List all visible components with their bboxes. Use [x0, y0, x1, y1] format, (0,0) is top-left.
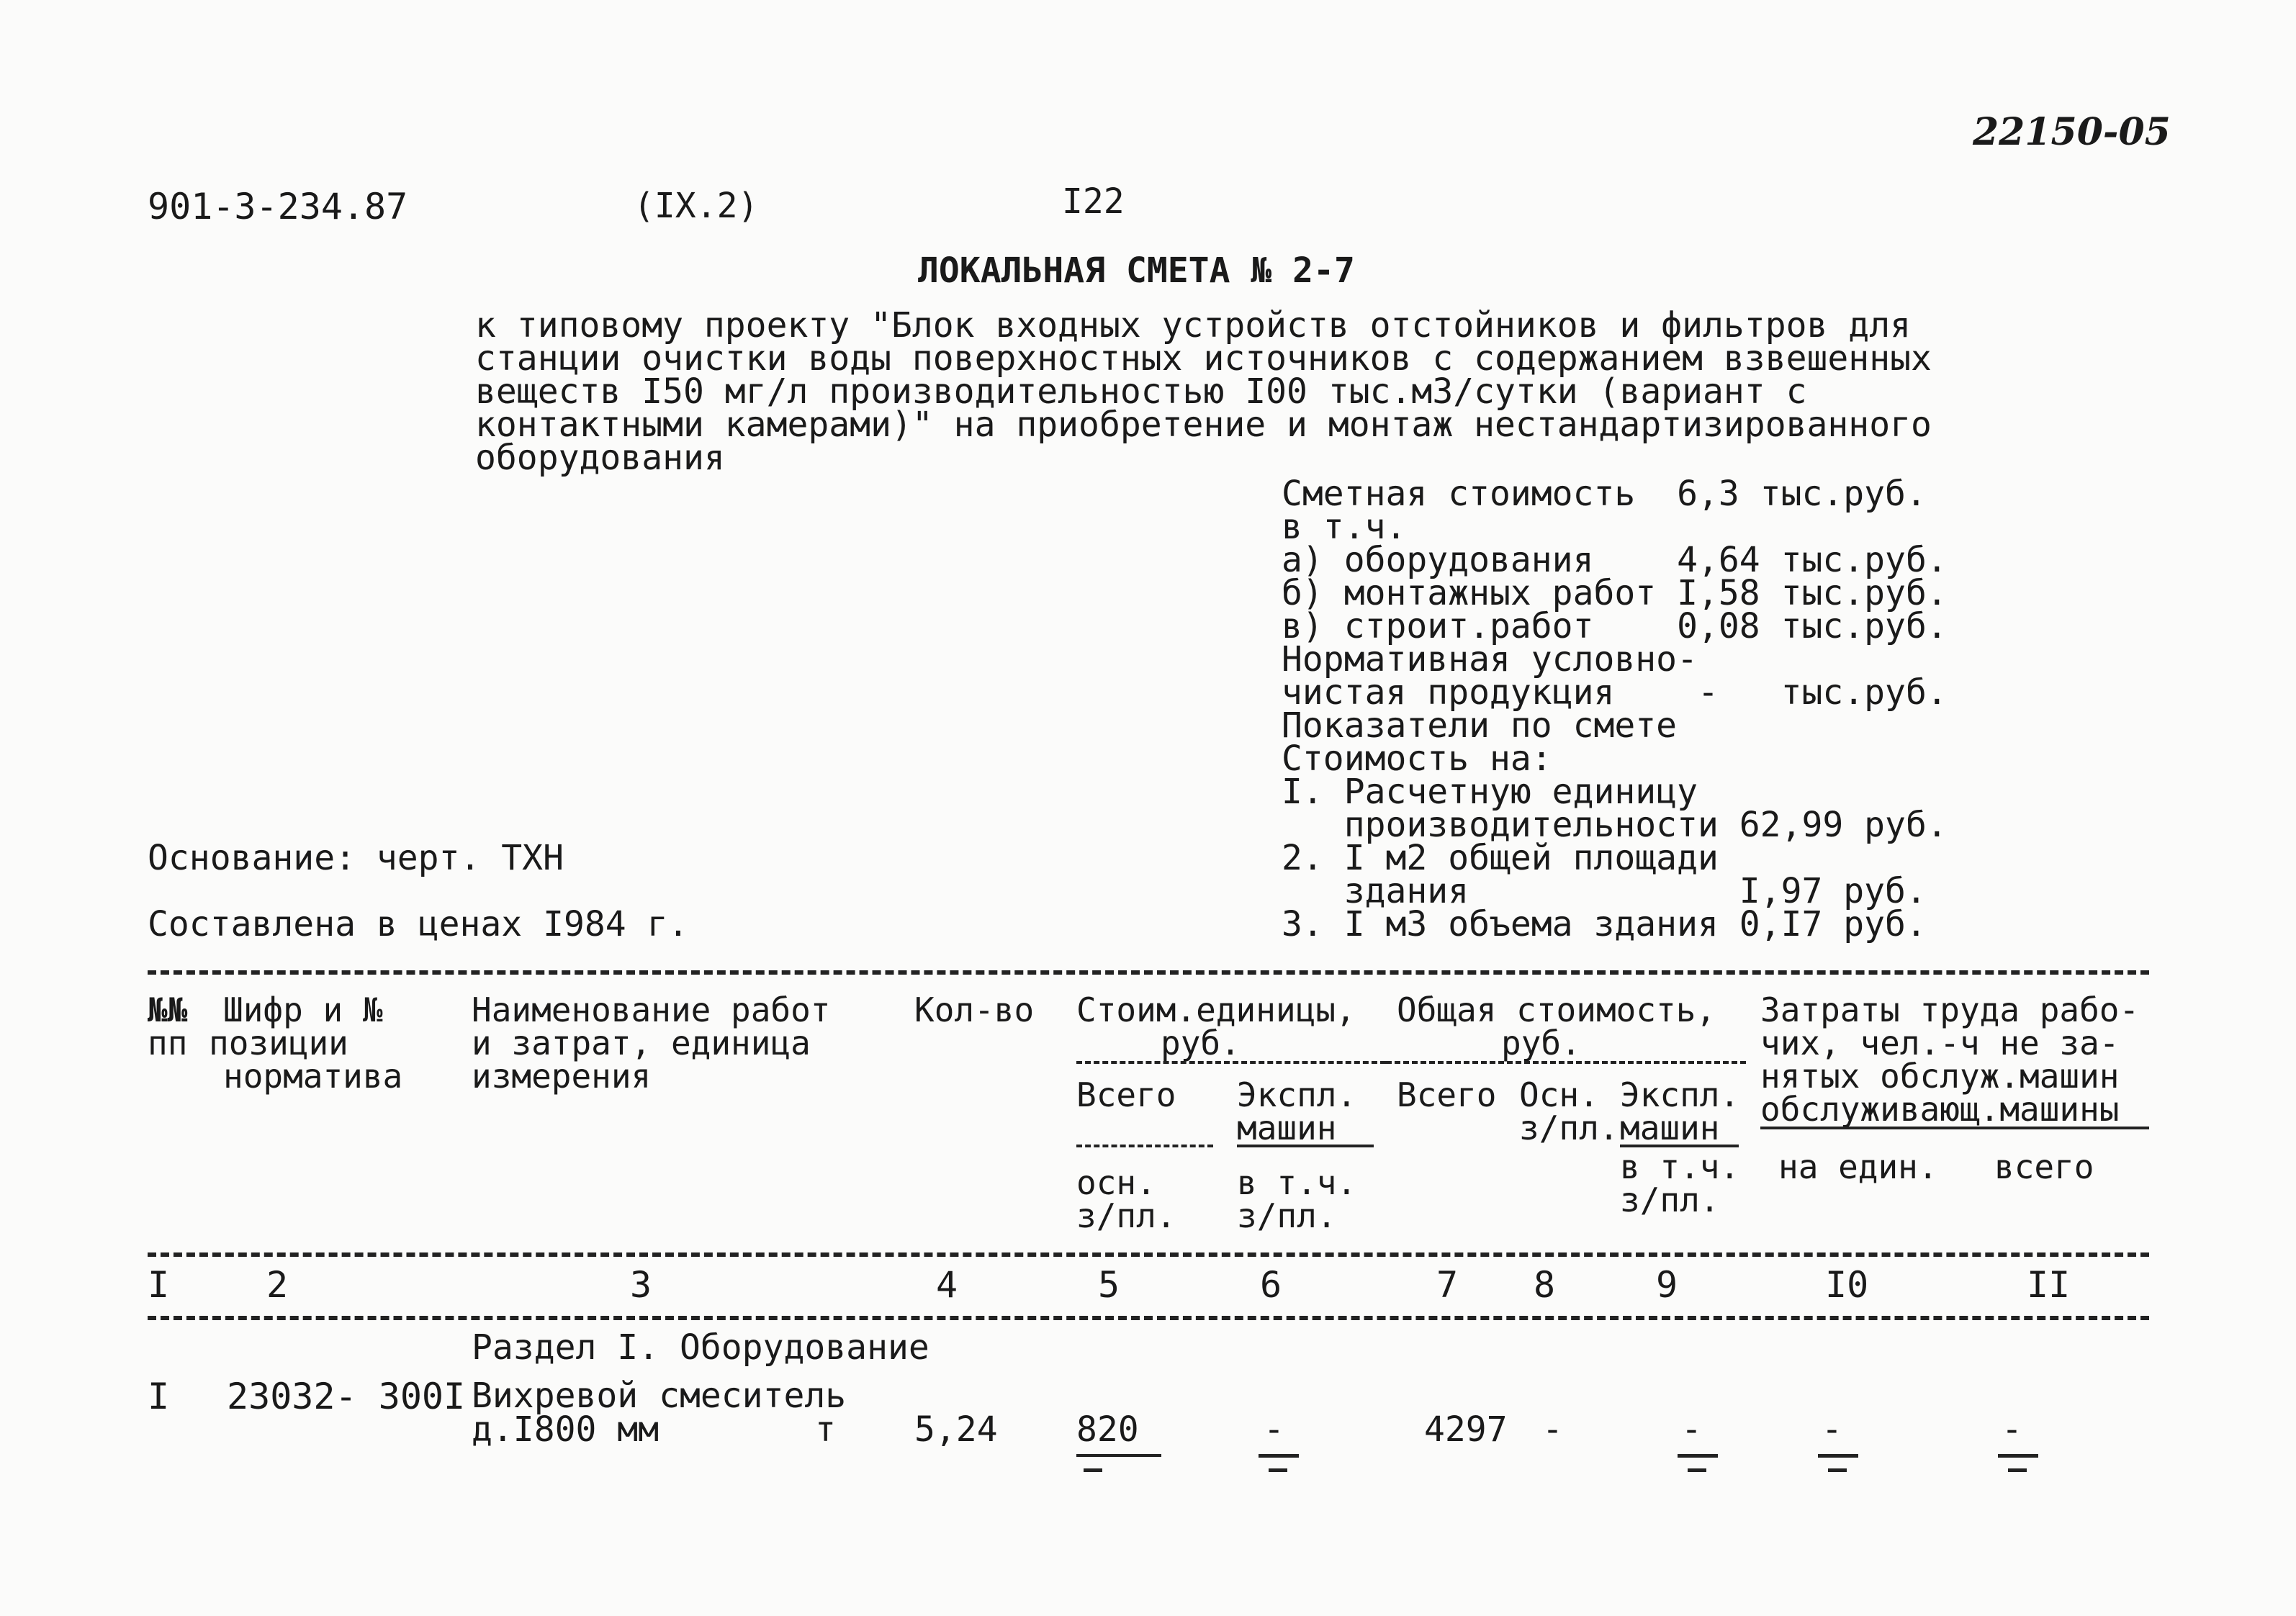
- row-qty: 5,24: [914, 1409, 998, 1450]
- header-c6b: з/пл.: [1237, 1196, 1337, 1235]
- header-code: норматива: [223, 1057, 403, 1096]
- header-c5a: Всего: [1076, 1075, 1176, 1114]
- subtitle-line: к типовому проекту "Блок входных устройств отстойников и фильтров для: [475, 305, 1911, 346]
- column-number: 5: [1098, 1264, 1120, 1306]
- row-labor-total-dash: [2008, 1468, 2027, 1472]
- row-unit-machine: -: [1264, 1409, 1284, 1450]
- row-unit-wage-dash: [1084, 1468, 1102, 1472]
- header-name: и затрат, единица: [472, 1024, 811, 1062]
- summary-line: в т.ч.: [1282, 507, 1407, 547]
- summary-line: производительности 62,99 руб.: [1282, 805, 1948, 845]
- header-c9b: в т.ч.: [1620, 1147, 1740, 1186]
- column-number: II: [2027, 1264, 2071, 1306]
- summary-line: б) монтажных работ I,58 тыс.руб.: [1282, 573, 1948, 613]
- header-c5-rule: [1076, 1145, 1213, 1147]
- header-name: Наименование работ: [472, 990, 831, 1029]
- header-name: измерения: [472, 1057, 652, 1096]
- column-number: 7: [1436, 1264, 1459, 1306]
- summary-line: в) строит.работ 0,08 тыс.руб.: [1282, 606, 1948, 646]
- subtitle-line: контактными камерами)" на приобретение и монтаж нестандартизированного: [475, 405, 1932, 445]
- header-total-cost-rub: руб.: [1501, 1024, 1581, 1062]
- summary-line: 2. I м2 общей площади: [1282, 838, 1719, 878]
- header-unit-cost-rule: [1076, 1061, 1386, 1064]
- header-qty: Кол-во: [914, 990, 1035, 1029]
- section-title: Раздел I. Оборудование: [472, 1327, 929, 1368]
- row-unit-cost: 820: [1076, 1409, 1139, 1450]
- header-total-cost: Общая стоимость,: [1397, 990, 1716, 1029]
- row-name: Вихревой смеситель: [472, 1376, 847, 1416]
- row-total: 4297: [1424, 1409, 1508, 1450]
- header-labor: чих, чел.-ч не за-: [1760, 1024, 2120, 1062]
- header-c6-rule: [1237, 1145, 1374, 1147]
- header-c9b: з/пл.: [1620, 1181, 1720, 1219]
- header-c10: на един.: [1778, 1147, 1938, 1186]
- subtitle-line: станции очистки воды поверхностных источников с содержанием взвешенных: [475, 338, 1932, 379]
- column-number: 3: [630, 1264, 652, 1306]
- header-c6a: Экспл.: [1237, 1075, 1357, 1114]
- column-number: 9: [1656, 1264, 1678, 1306]
- subtitle-line: веществ I50 мг/л производительностью I00 тыс.м3/сутки (вариант с: [475, 371, 1807, 412]
- row-labor-total: -: [2002, 1409, 2022, 1450]
- archive-number: 22150-05: [1973, 110, 2171, 154]
- header-code: позиции: [209, 1024, 348, 1062]
- column-number: 8: [1534, 1264, 1556, 1306]
- summary-line: Сметная стоимость 6,3 тыс.руб.: [1282, 474, 1927, 514]
- row-unit-machine-wage-dash: [1269, 1468, 1287, 1472]
- table-rule-top: [148, 970, 2149, 975]
- header-c8: Осн.: [1519, 1075, 1599, 1114]
- row-unit-cost-rule: [1076, 1454, 1161, 1457]
- row-total-machine: -: [1681, 1409, 1702, 1450]
- summary-line: I. Расчетную единицу: [1282, 772, 1698, 812]
- row-unit-machine-rule: [1259, 1454, 1299, 1458]
- row-labor-unit-rule: [1818, 1454, 1858, 1458]
- row-num: I: [148, 1376, 170, 1417]
- header-labor-a: нятых обслуж.машин: [1760, 1057, 2120, 1096]
- summary-line: Показатели по смете: [1282, 705, 1678, 746]
- row-name: д.I800 мм: [472, 1409, 659, 1450]
- header-c7: Всего: [1397, 1075, 1497, 1114]
- header-unit-cost-rub: руб.: [1161, 1024, 1241, 1062]
- row-unit: т: [815, 1409, 836, 1450]
- header-unit-cost: Стоим.единицы,: [1076, 990, 1356, 1029]
- column-number: 6: [1260, 1264, 1282, 1306]
- header-c9a: Экспл.: [1620, 1075, 1740, 1114]
- header-c9a: машин: [1620, 1109, 1720, 1147]
- header-c11: всего: [1994, 1147, 2094, 1186]
- row-labor-total-rule: [1998, 1454, 2038, 1458]
- row-labor-unit-dash: [1828, 1468, 1847, 1472]
- summary-line: Стоимость на:: [1282, 739, 1552, 779]
- header-c8: з/пл.: [1519, 1109, 1619, 1147]
- prices-year: Составлена в ценах I984 г.: [148, 904, 689, 944]
- header-num: пп: [148, 1024, 188, 1062]
- column-number: I: [148, 1264, 170, 1306]
- subtitle-line: оборудования: [475, 438, 725, 478]
- row-code: 23032- 300I: [227, 1376, 466, 1417]
- basis: Основание: черт. ТХН: [148, 838, 564, 878]
- column-number: 2: [266, 1264, 289, 1306]
- header-c6a: машин: [1237, 1109, 1337, 1147]
- row-total-wage: -: [1542, 1409, 1563, 1450]
- page-title: ЛОКАЛЬНАЯ СМЕТА № 2-7: [918, 250, 1355, 291]
- header-c6b: в т.ч.: [1237, 1163, 1357, 1202]
- doc-part: (IX.2): [634, 186, 759, 226]
- header-c5b: з/пл.: [1076, 1196, 1176, 1235]
- summary-line: здания I,97 руб.: [1282, 871, 1927, 911]
- column-number: I0: [1825, 1264, 1869, 1306]
- row-total-machine-wage-dash: [1688, 1468, 1706, 1472]
- summary-line: Нормативная условно-: [1282, 639, 1698, 680]
- header-code: Шифр и №: [223, 990, 383, 1029]
- header-labor-rule: [1760, 1127, 2149, 1129]
- summary-line: а) оборудования 4,64 тыс.руб.: [1282, 540, 1948, 580]
- header-labor: Затраты труда рабо-: [1760, 990, 2140, 1029]
- header-num: №№: [148, 990, 188, 1029]
- header-labor-b: обслуживающ.машины: [1760, 1090, 2120, 1129]
- doc-code: 901-3-234.87: [148, 186, 408, 227]
- page-number: I22: [1062, 181, 1125, 222]
- table-rule-colnums-bottom: [148, 1316, 2149, 1320]
- summary-line: 3. I м3 объема здания 0,I7 руб.: [1282, 904, 1927, 944]
- row-labor-unit: -: [1822, 1409, 1842, 1450]
- header-total-cost-rule: [1386, 1061, 1746, 1064]
- row-total-machine-rule: [1678, 1454, 1718, 1458]
- summary-line: чистая продукция - тыс.руб.: [1282, 672, 1948, 713]
- header-c5b: осн.: [1076, 1163, 1156, 1202]
- column-number: 4: [936, 1264, 958, 1306]
- table-rule-colnums-top: [148, 1252, 2149, 1257]
